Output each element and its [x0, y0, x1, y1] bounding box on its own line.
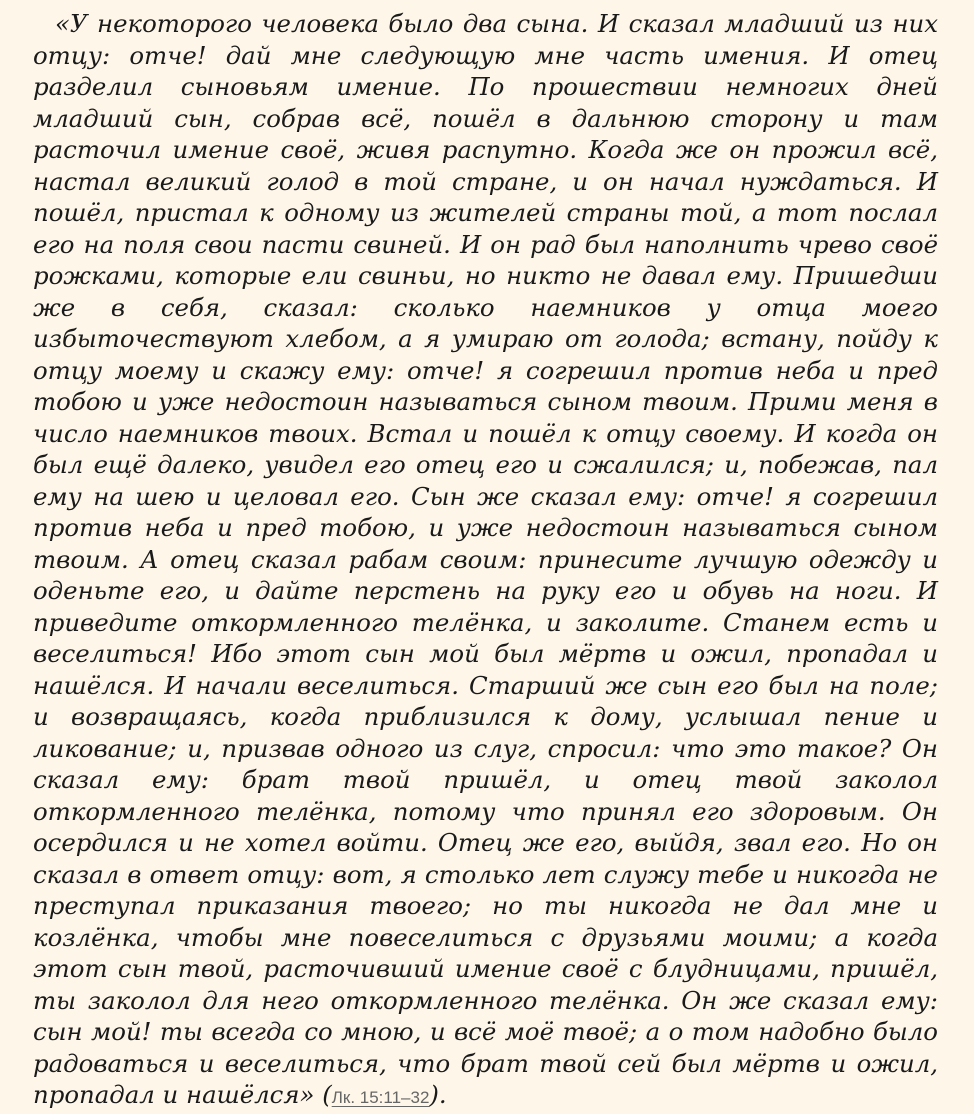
- quote-text: «У некоторого человека было два сына. И сказал младший из них отцу: отче! дай мне следующую мне часть имения. И отец разделил сыновьям имение. По прошествии немногих дней младший сын, собрав всё, пошёл в дальнюю сторону и там расточил имение своё, живя распутно. Когда же он прожил всё, настал великий голод в той стране, и он начал нуждаться. И пошёл, пристал к одному из жителей страны той, а тот послал его на поля свои пасти свиней. И он рад был наполнить чрево своё рожками, которые ели свиньи, но никто не давал ему. Пришедши же в себя, сказал: сколько наемников у отца моего избыточествуют хлебом, а я умираю от голода; встану, пойду к отцу моему и скажу ему: отче! я согрешил против неба и пред тобою и уже недостоин называться сыном твоим. Прими меня в число наемников твоих. Встал и пошёл к отцу своему. И когда он был ещё далеко, увидел его отец его и сжалился; и, побежав, пал ему на шею и целовал его. Сын же сказал ему: отче! я согрешил против неба и пред тобою, и уже недостоин называться сыном твоим. А отец сказал рабам своим: принесите лучшую одежду и оденьте его, и дайте перстень на руку его и обувь на ноги. И приведите откормленного телёнка, и заколите. Станем есть и веселиться! Ибо этот сын мой был мёртв и ожил, пропадал и нашёлся. И начали веселиться. Старший же сын его был на поле; и возвращаясь, когда приблизился к дому, услышал пение и ликование; и, призвав одного из слуг, спросил: что это такое? Он сказал ему: брат твой пришёл, и отец твой заколол откормленного телёнка, потому что принял его здоровым. Он осердился и не хотел войти. Отец же его, выйдя, звал его. Но он сказал в ответ отцу: вот, я столько лет служу тебе и никогда не преступал приказания твоего; но ты никогда не дал мне и козлёнка, чтобы мне повеселиться с друзьями моими; а когда этот сын твой, расточивший имение своё с блудницами, пришёл, ты заколол для него откормленного телёнка. Он же сказал ему: сын мой! ты всегда со мною, и всё моё твоё; а о том надобно было радоваться и веселиться, что брат твой сей был мёртв и ожил, пропадал и нашёлся»: [33, 9, 938, 1109]
- parable-quote: [33, 8, 938, 1114]
- reference-open-paren: (: [322, 1080, 332, 1109]
- reference-close-paren: ).: [429, 1080, 447, 1109]
- scripture-reference-link[interactable]: Лк. 15:11–32: [331, 1088, 430, 1107]
